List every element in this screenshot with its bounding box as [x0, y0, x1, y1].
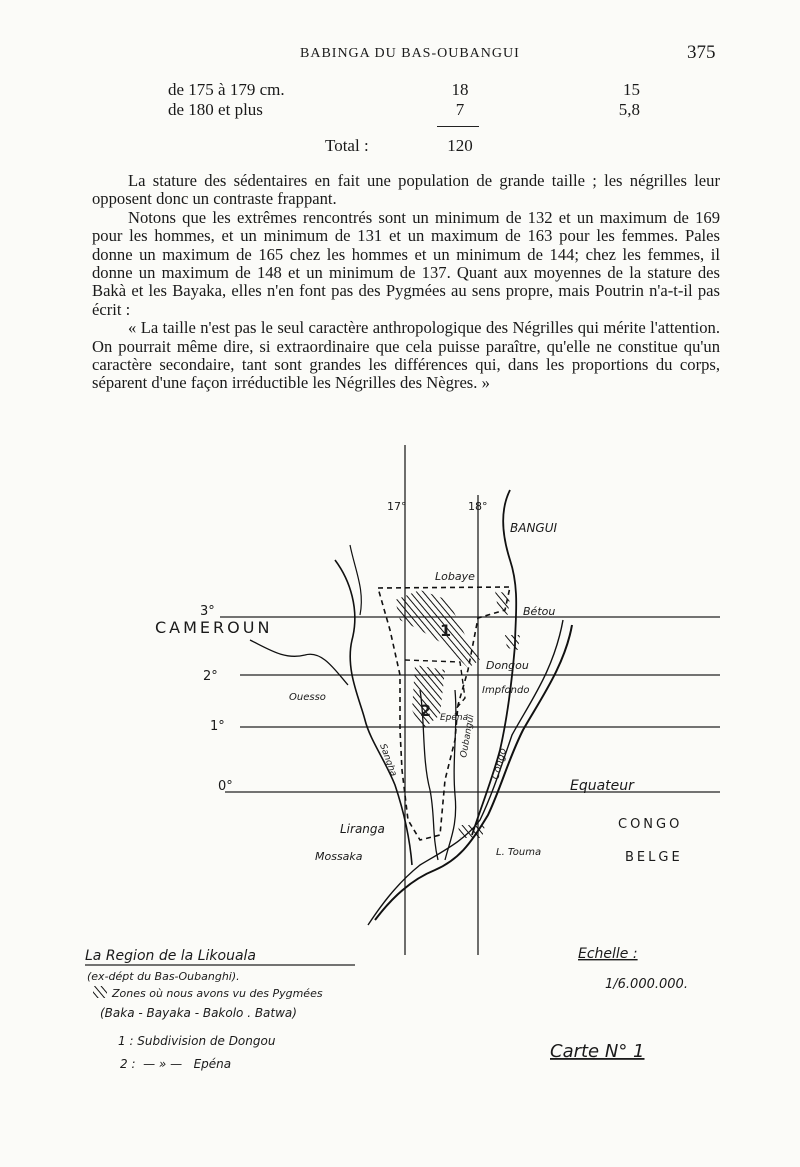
running-title: BABINGA DU BAS-OUBANGUI	[300, 46, 520, 61]
label-bangui: BANGUI	[510, 521, 558, 535]
sangha-tributary	[350, 545, 361, 615]
label-epena: Epéna	[440, 713, 469, 723]
card-label: Carte N° 1	[550, 1041, 645, 1062]
lon-label: 18°	[468, 500, 488, 513]
label-cameroun: CAMEROUN	[155, 618, 273, 637]
label-oubangui: Oubangui	[459, 713, 477, 759]
scale-value: 1/6.000.000.	[605, 977, 688, 992]
total-label: Total :	[325, 136, 369, 155]
legend-title: La Region de la Likouala	[85, 948, 256, 964]
legend-hatch-groups: (Baka - Bayaka - Bakolo . Batwa)	[100, 1006, 297, 1020]
label-betou: Bétou	[523, 605, 556, 618]
label-impfondo: Impfondo	[482, 685, 530, 696]
legend-item: 2 : — » — Epéna	[120, 1057, 232, 1071]
row-count: 7	[455, 100, 465, 119]
table-row	[0, 80, 800, 102]
lat-label: 2°	[203, 669, 218, 684]
label-congo-river: Congo	[490, 747, 510, 781]
running-header	[0, 42, 800, 70]
table-row	[0, 100, 800, 122]
pygmy-zone-hatch	[505, 635, 520, 650]
row-count: 18	[451, 80, 469, 99]
lat-label: 0°	[218, 779, 233, 794]
row-percent: 15	[623, 80, 640, 99]
label-lobaye: Lobaye	[435, 570, 475, 583]
likouala-map	[60, 440, 740, 1140]
pygmy-zone-hatch	[458, 825, 485, 838]
label-mossaka: Mossaka	[315, 850, 363, 863]
paragraph: La stature des sédentaires en fait une population de grande taille ; les négrilles leur opposent donc un contraste frappant.	[92, 171, 720, 209]
map-legend	[85, 948, 355, 1071]
total-value: 120	[447, 136, 473, 155]
label-congo-belge: BELGE	[625, 850, 683, 865]
label-liranga: Liranga	[340, 822, 385, 836]
label-congo-belge: CONGO	[618, 817, 683, 832]
legend-subtitle: (ex-dépt du Bas-Oubanghi).	[87, 970, 240, 983]
label-touma: L. Touma	[496, 847, 542, 858]
label-ouesso: Ouesso	[289, 692, 326, 703]
legend-item: 1 : Subdivision de Dongou	[118, 1034, 276, 1048]
quote-paragraph: « La taille n'est pas le seul caractère anthropologique des Négrilles qui mérite l'attention. On pourrait même dire, si extraordinaire que cela puisse paraître, qu'elle ne constitue qu'un caractère secondaire, tant sont grandes les différences qui, dans les proportions du corps, séparent d'une façon irréductible les Négrilles des Nègres. »	[92, 318, 720, 393]
total-rule	[437, 126, 479, 127]
label-dongou: Dongou	[486, 659, 529, 672]
row-label: de 180 et plus	[168, 100, 263, 119]
row-percent: 5,8	[618, 100, 640, 119]
lat-label: 3°	[200, 604, 215, 619]
row-label: de 175 à 179 cm.	[168, 80, 285, 99]
cameroun-river	[250, 640, 348, 685]
body-text	[92, 172, 720, 393]
label-equateur: Equateur	[570, 778, 634, 794]
zone-number: 1	[440, 621, 452, 640]
label-sangha: Sangha	[377, 742, 399, 778]
lat-label: 1°	[210, 719, 225, 734]
page-number: 375	[687, 42, 716, 63]
table-total-row	[0, 136, 800, 158]
legend-hatch-swatch	[93, 986, 107, 998]
paragraph: Notons que les extrêmes rencontrés sont un minimum de 132 et un maximum de 169 pour les hommes, et un minimum de 131 et un maximum de 163 pour les femmes. Pales donne un maximum de 165 chez les hommes et un minimum de 144; chez les femmes, il donne un maximum de 148 et un minimum de 137. Quant aux moyennes de la stature des Bakà et les Bayaka, elles n'en font pas des Pygmées au sens propre, mais Poutrin n'a-t-il pas écrit :	[92, 207, 720, 319]
scale-title: Echelle :	[578, 946, 638, 962]
pygmy-zone-hatch	[395, 590, 480, 668]
zone-number: 2	[420, 701, 432, 720]
legend-hatch-text: Zones où nous avons vu des Pygmées	[112, 987, 323, 1000]
lon-label: 17°	[387, 500, 407, 513]
